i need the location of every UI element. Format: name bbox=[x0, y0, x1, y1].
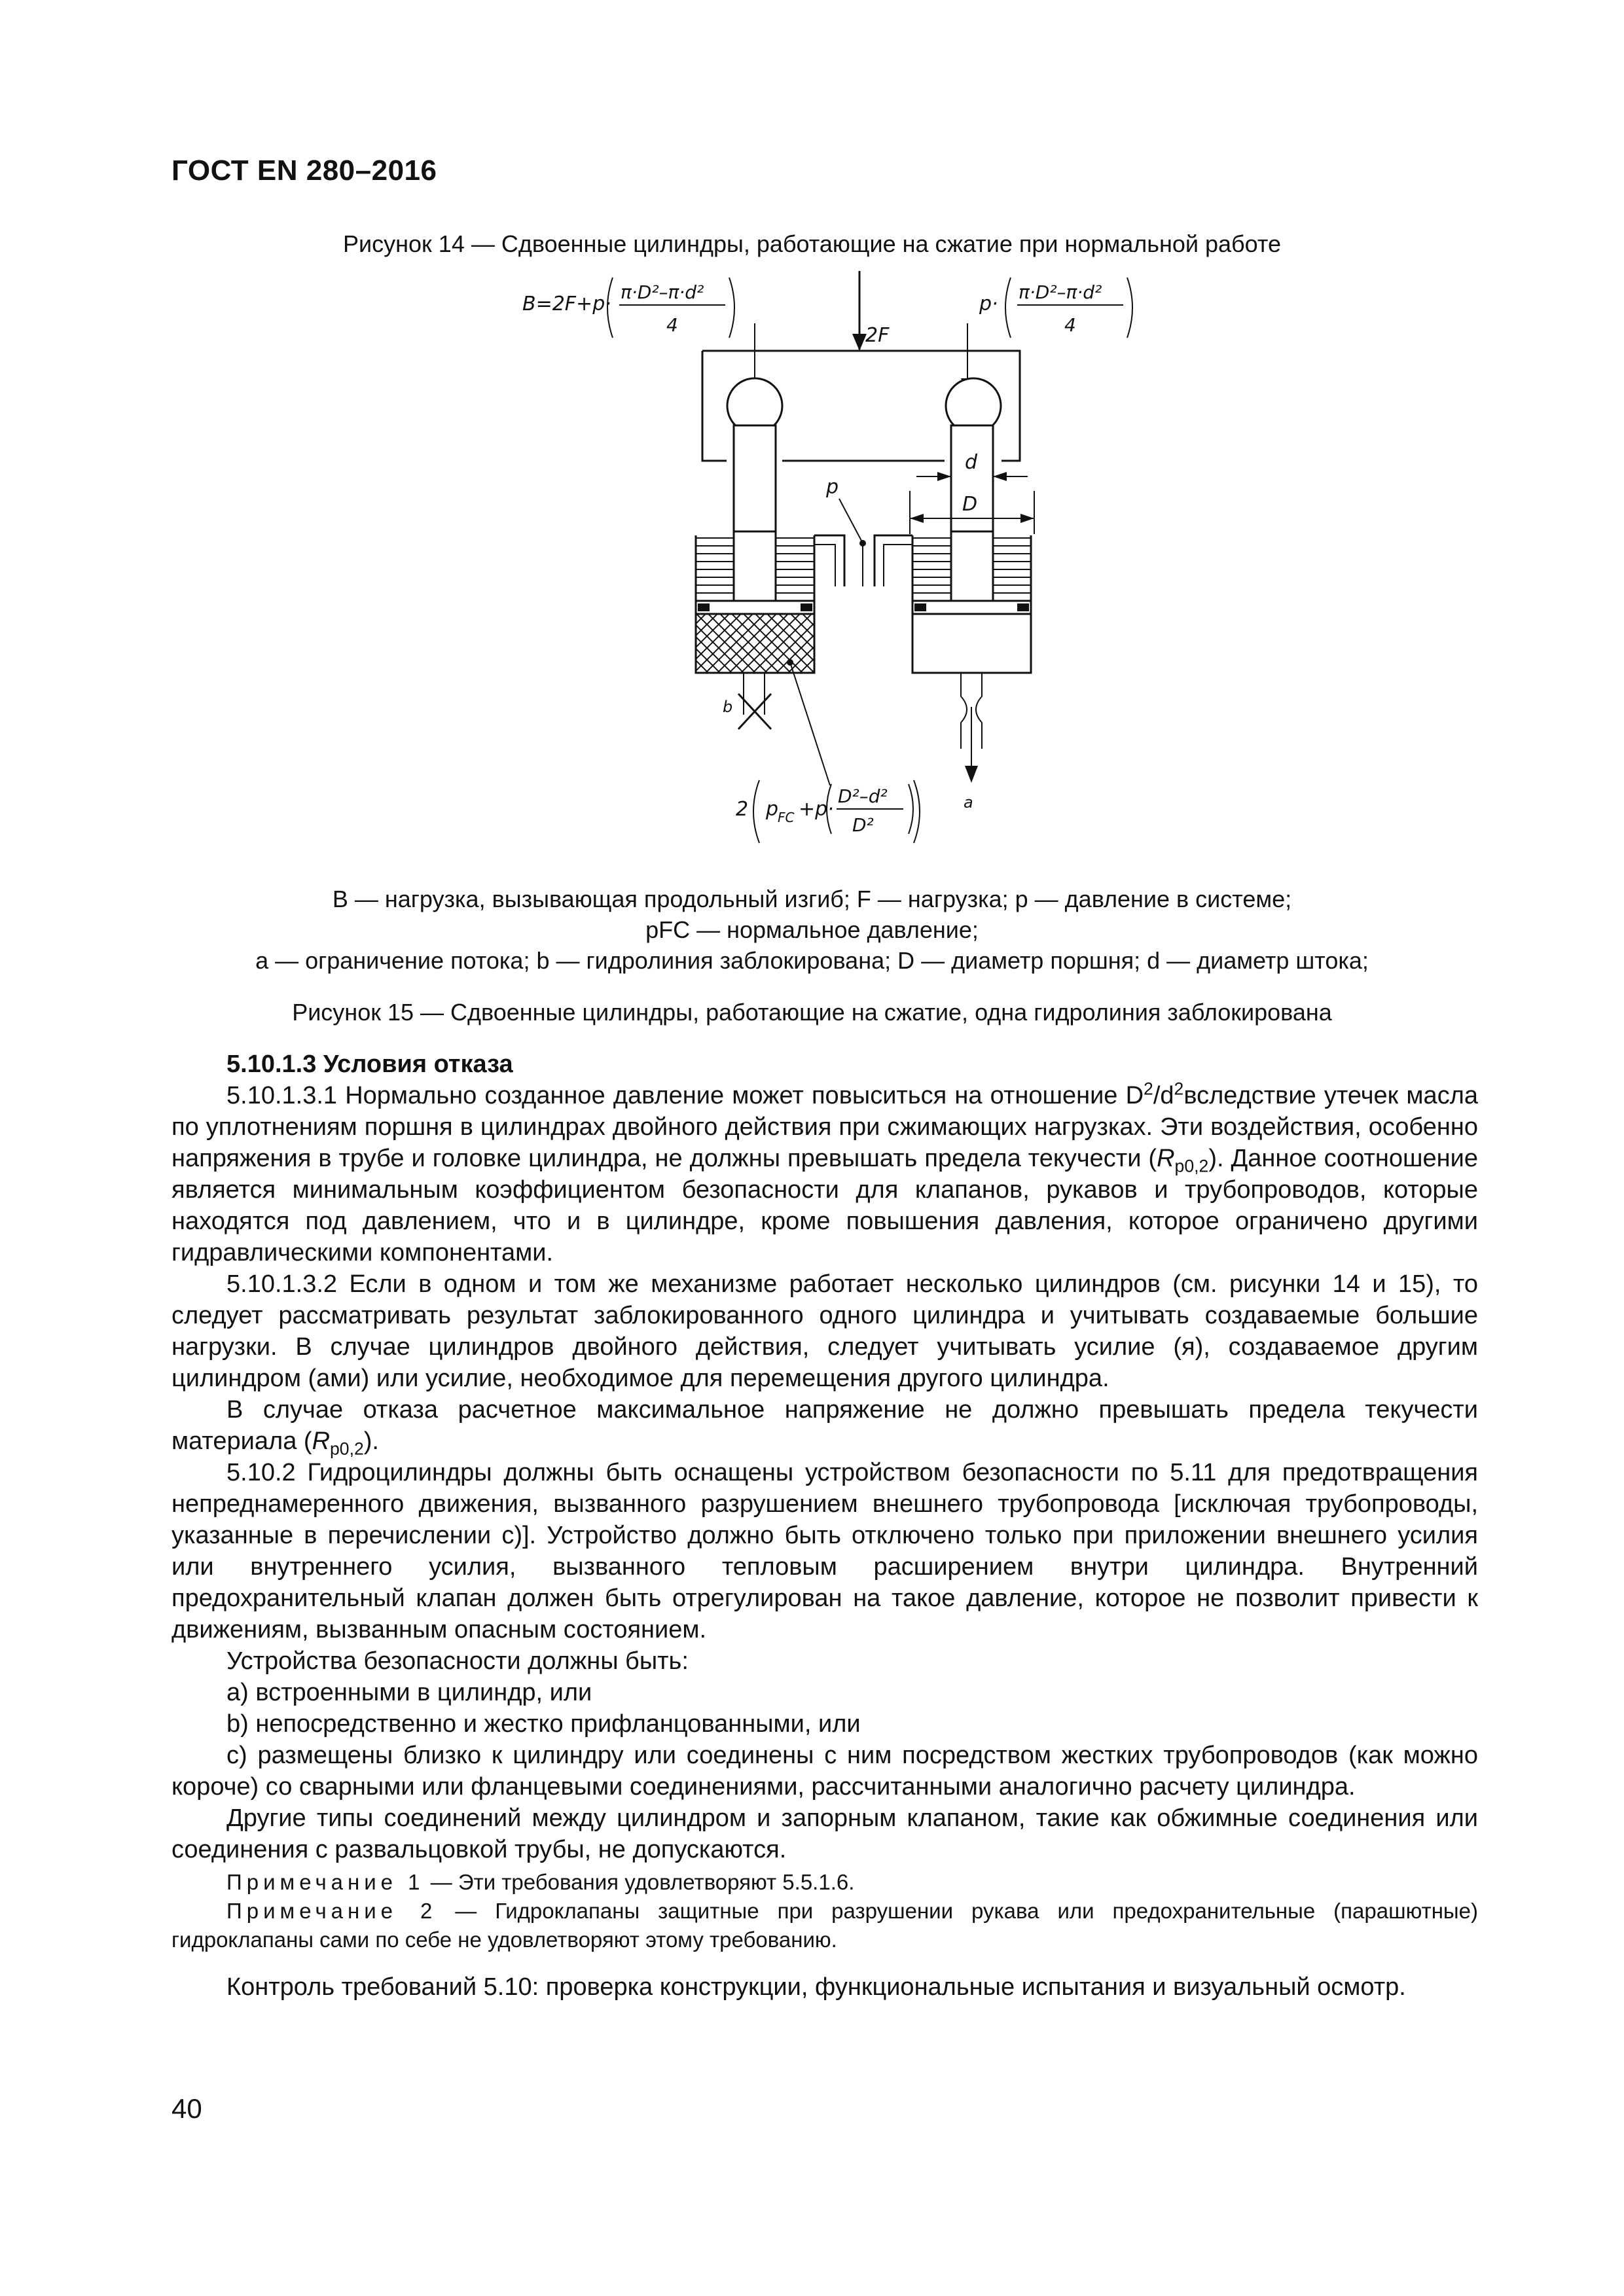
formula-right-p: p· bbox=[979, 293, 998, 315]
formula-b-group bbox=[522, 278, 734, 338]
list-item-b: b) непосредственно и жестко прифланцованными, или bbox=[226, 1710, 861, 1738]
note-1: Примечание 1 — Эти требования удовлетворяют 5.5.1.6. bbox=[226, 1870, 855, 1894]
dim-d-label: d bbox=[965, 451, 978, 474]
cylinder-left bbox=[696, 531, 814, 729]
legend-line-3: a — ограничение потока; b — гидролиния заблокирована; D — диаметр поршня; d — диаметр штока; bbox=[255, 947, 1369, 974]
label-b: b bbox=[723, 698, 733, 716]
formula-pressure-p: p bbox=[766, 798, 779, 821]
formula-pressure-sub: FC bbox=[778, 810, 795, 825]
legend-line-2: pFC — нормальное давление; bbox=[645, 916, 979, 943]
page-number: 40 bbox=[171, 2093, 202, 2124]
control-statement: Контроль требований 5.10: проверка конструкции, функциональные испытания и визуальный осмотр. bbox=[226, 1973, 1406, 2001]
cylinder-right bbox=[912, 531, 1031, 812]
paragraph-5-10-1-3-2: 5.10.1.3.2 Если в одном и том же механизме работает несколько цилиндров (см. рисунки 14 и 15), то следует рассматривать результат заблокированного одного цилиндра и учитывать создаваемые большие нагрузки. В случае цилиндров двойного действия, следует учитывать усилие (я), создаваемое другим цилиндром (ами) или усилие, необходимое для перемещения другого цилиндра. bbox=[171, 1270, 1478, 1392]
piston-right bbox=[912, 601, 1031, 614]
formula-b-left: B=2F+p· bbox=[522, 293, 611, 315]
formula-pressure-plus: +p· bbox=[799, 798, 834, 821]
formula-right-numerator: π·D²–π·d² bbox=[1019, 281, 1102, 303]
list-item-a: a) встроенными в цилиндр, или bbox=[226, 1679, 592, 1706]
figure-15-caption: Рисунок 15 — Сдвоенные цилиндры, работающие на сжатие, одна гидролиния заблокирована bbox=[292, 999, 1332, 1026]
blocked-fluid-hatch bbox=[696, 614, 814, 673]
hydraulic-cylinders-diagram bbox=[0, 0, 1624, 857]
list-item-c: c) размещены близко к цилиндру или соединены с ним посредством жестких трубопроводов (как можно короче) со сварными или фланцевыми соединениями, рассчитанными аналогично расчету цилиндра. bbox=[171, 1742, 1478, 1801]
figure-legend bbox=[0, 884, 1624, 976]
dim-D-label: D bbox=[962, 493, 978, 516]
paragraph-safety-devices: Устройства безопасности должны быть: bbox=[226, 1647, 689, 1675]
paragraph-5-10-2: 5.10.2 Гидроцилиндры должны быть оснащены устройством безопасности по 5.11 для предотвращения непреднамеренного движения, вызванного разрушением внешнего трубопровода [исключая трубопроводы, указанные в перечислении с)]. Устройство должно быть отключено только при приложении внешнего усилия или внутреннего усилия, вызванного тепловым расширением внутри цилиндра. Внутренний предохранительный клапан должен быть отрегулирован на такое давление, которое не позволит привести к движениям, вызванным опасным состоянием. bbox=[171, 1459, 1478, 1643]
formula-right-denominator: 4 bbox=[1064, 314, 1076, 336]
formula-pressure-prefix: 2 bbox=[736, 798, 749, 821]
paragraph-failure-stress: В случае отказа расчетное максимальное напряжение не должно превышать предела текучести материала $(R_{p0,2})$. bbox=[171, 1396, 1478, 1459]
document-header-title: ГОСТ EN 280–2016 bbox=[171, 154, 437, 187]
formula-pressure-numerator: D²–d² bbox=[838, 785, 888, 807]
piston-left bbox=[696, 601, 814, 614]
paragraph-connection-types: Другие типы соединений между цилиндром и запорным клапаном, такие как обжимные соединения или соединения с развальцовкой трубы, не допускаются. bbox=[171, 1804, 1478, 1863]
formula-right-group bbox=[979, 278, 1132, 338]
legend-line-1: B — нагрузка, вызывающая продольный изгиб; F — нагрузка; p — давление в системе; bbox=[332, 886, 1292, 912]
pressure-p-label: p bbox=[826, 476, 839, 499]
section-body bbox=[171, 1049, 1478, 2003]
force-label: 2F bbox=[865, 324, 890, 347]
label-a: a bbox=[964, 793, 973, 812]
formula-b-denominator: 4 bbox=[666, 314, 678, 336]
section-heading: 5.10.1.3 Условия отказа bbox=[226, 1050, 513, 1078]
figure-14-caption: Рисунок 14 — Сдвоенные цилиндры, работающие на сжатие при нормальной работе bbox=[343, 230, 1281, 257]
formula-pressure-denominator: D² bbox=[852, 814, 874, 836]
formula-b-numerator: π·D²–π·d² bbox=[621, 281, 704, 303]
formula-pressure-group bbox=[736, 662, 920, 843]
paragraph-5-10-1-3-1: 5.10.1.3.1 Нормально созданное давление может повыситься на отношение $D^2/d^2вследствие$ утечек масла по уплотнениям поршня в цилиндрах двойного действия при сжимающих нагрузках. Эти воздействия, особенно напряжения в трубе и головке цилиндра, не должны превышать предела текучести $(R_{p0,2})$. Данное соотношение является минимальным коэффициентом безопасности для клапанов, рукавов и трубопроводов, которые находятся под давлением, что и в цилиндре, кроме повышения давления, которое ограничено другими гидравлическими компонентами. bbox=[171, 1079, 1479, 1266]
note-2: Примечание 2 — Гидроклапаны защитные при разрушении рукава или предохранительные (парашютные) гидроклапаны сами по себе не удовлетворяют этому требованию. bbox=[171, 1899, 1478, 1952]
